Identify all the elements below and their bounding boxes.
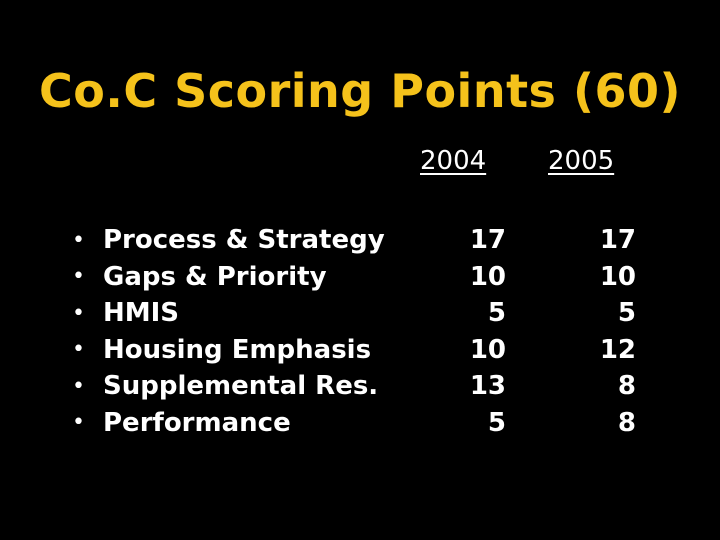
value-2004: 10 — [469, 261, 506, 292]
bullet-icon: • — [72, 264, 85, 290]
value-2005: 5 — [617, 298, 636, 329]
list-item — [72, 259, 636, 296]
value-2004: 17 — [469, 225, 506, 256]
value-2004: 10 — [469, 334, 506, 365]
value-2004: 5 — [487, 407, 506, 438]
value-2005: 17 — [599, 225, 636, 256]
list-item — [72, 222, 636, 259]
item-label: Gaps & Priority — [103, 261, 327, 292]
list-item — [72, 368, 636, 405]
bullet-icon: • — [72, 227, 85, 253]
item-label: Process & Strategy — [103, 225, 385, 256]
list-item — [72, 405, 636, 442]
list-item — [72, 332, 636, 369]
item-label: Supplemental Res. — [103, 371, 379, 402]
bullet-icon: • — [72, 373, 85, 399]
item-label: Performance — [103, 407, 291, 438]
item-label: Housing Emphasis — [103, 334, 372, 365]
value-2005: 8 — [617, 407, 636, 438]
value-2005: 8 — [617, 371, 636, 402]
item-label: HMIS — [103, 298, 180, 329]
value-2004: 13 — [469, 371, 506, 402]
value-2005: 10 — [599, 261, 636, 292]
value-2005: 12 — [599, 334, 636, 365]
bullet-icon: • — [72, 337, 85, 363]
slide-title: Co.C Scoring Points (60) — [38, 64, 682, 118]
column-header-2004: 2004 — [420, 146, 487, 176]
bullet-icon: • — [72, 410, 85, 436]
scoring-list — [72, 222, 636, 441]
value-2004: 5 — [487, 298, 506, 329]
column-header-2005: 2005 — [548, 146, 615, 176]
list-item — [72, 295, 636, 332]
bullet-icon: • — [72, 300, 85, 326]
